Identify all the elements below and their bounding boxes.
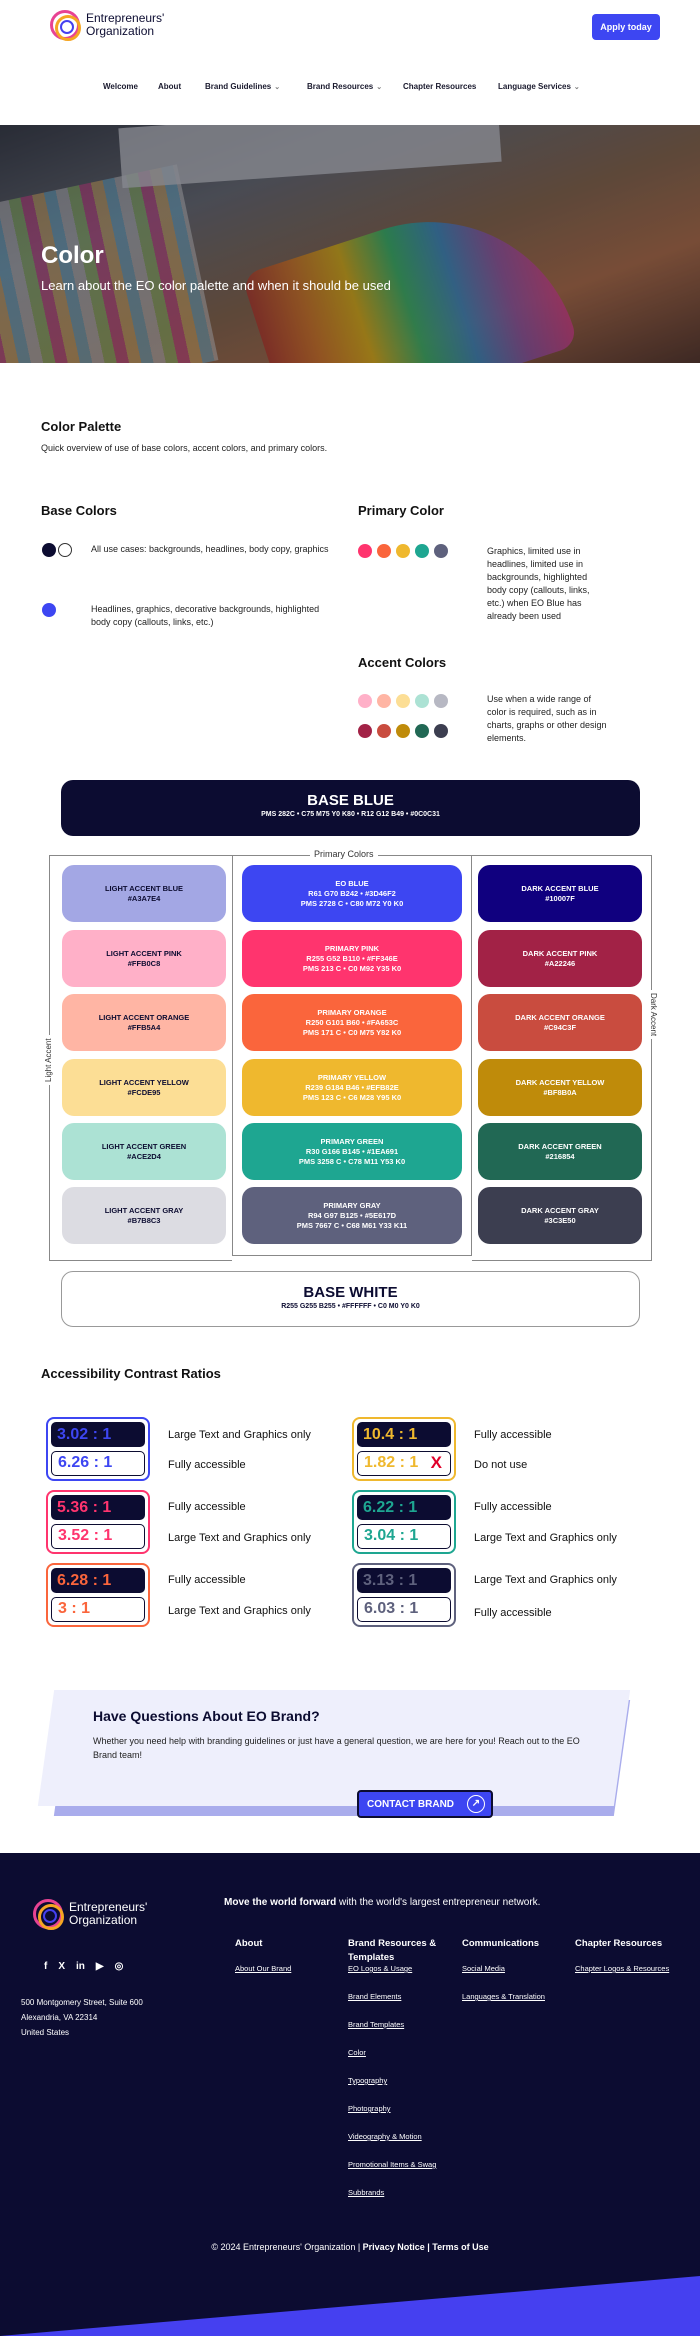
privacy-notice-link[interactable]: Privacy Notice <box>362 2242 425 2252</box>
chevron-down-icon: ⌄ <box>376 84 383 91</box>
contrast-label: Fully accessible <box>168 1501 246 1513</box>
footer <box>0 1853 700 2336</box>
eo-logo[interactable] <box>50 10 164 40</box>
dark-accent-green-card: DARK ACCENT GREEN #216854 <box>478 1123 642 1180</box>
accessibility-title: Accessibility Contrast Ratios <box>41 1366 221 1381</box>
eo-blue-card: EO BLUE R61 G70 B242 • #3D46F2 PMS 2728 C • C80 M72 Y0 K0 <box>242 865 462 922</box>
primary-desc: Graphics, limited use in headlines, limited use in backgrounds, highlighted body copy (callouts, links, etc.) when EO Blue has already been used <box>487 546 590 621</box>
social-links <box>44 1961 123 1972</box>
nav-about[interactable]: About <box>158 82 182 91</box>
footer-col-chapter-title: Chapter Resources <box>575 1938 663 1949</box>
primary-gray-card: PRIMARY GRAY R94 G97 B125 • #5E617D PMS 7667 C • C68 M61 Y33 K11 <box>242 1187 462 1244</box>
footer-col-brand-title: Brand Resources & Templates <box>348 1938 437 1963</box>
footer-logo-text-line2: Organization <box>69 1913 138 1927</box>
apply-today-button[interactable]: Apply today <box>592 14 660 40</box>
hero-banner <box>0 125 700 363</box>
swatch-orange <box>377 544 391 558</box>
contrast-label: Large Text and Graphics only <box>474 1574 617 1586</box>
contrast-label: Fully accessible <box>168 1574 246 1586</box>
contrast-label: Fully accessible <box>168 1459 246 1471</box>
eo-logo-mark-icon <box>50 10 80 40</box>
cta-title: Have Questions About EO Brand? <box>93 1708 320 1724</box>
footer-col-about-title: About <box>235 1938 263 1949</box>
dark-accent-orange-card: DARK ACCENT ORANGE #C94C3F <box>478 994 642 1051</box>
logo-text-line2: Organization <box>86 24 155 38</box>
logo-text-line1: Entrepreneurs' <box>86 11 165 25</box>
contact-brand-button[interactable] <box>357 1790 493 1818</box>
primary-color-title: Primary Color <box>358 503 444 518</box>
footer-eo-logo[interactable] <box>33 1899 147 1929</box>
footer-tagline: Move the world forward with the world's largest entrepreneur network. <box>224 1897 541 1908</box>
base-blue-card <box>61 780 640 836</box>
contrast-pair-green <box>352 1490 456 1554</box>
instagram-icon[interactable]: ◎ <box>114 1961 124 1972</box>
swatch-gray <box>434 544 448 558</box>
arrow-up-right-icon: ↗ <box>467 1795 485 1813</box>
swatch-light-pink <box>358 694 372 708</box>
footer-logo-text-line1: Entrepreneurs' <box>69 1900 148 1914</box>
footer-link-brand-elements[interactable]: Brand Elements <box>348 1992 402 2001</box>
contrast-ratio-bottom: 6.26 : 1 <box>51 1451 145 1476</box>
primary-green-card: PRIMARY GREEN R30 G166 B145 • #1EA691 PMS 3258 C • C78 M11 Y53 K0 <box>242 1123 462 1180</box>
chevron-down-icon: ⌄ <box>573 84 580 91</box>
dark-accent-pink-card: DARK ACCENT PINK #A22246 <box>478 930 642 987</box>
dark-accent-blue-card: DARK ACCENT BLUE #10007F <box>478 865 642 922</box>
contrast-label: Fully accessible <box>474 1501 552 1513</box>
contrast-ratio-top: 5.36 : 1 <box>51 1495 145 1520</box>
base-blue-title: BASE BLUE <box>307 792 394 809</box>
swatch-pink <box>358 544 372 558</box>
base-white-specs: R255 G255 B255 • #FFFFFF • C0 M0 Y0 K0 <box>281 1303 420 1310</box>
do-not-use-x-icon: X <box>430 1453 442 1472</box>
accent-desc: Use when a wide range of color is required, such as in charts, graphs or other design elements. <box>487 694 607 743</box>
swatch-dark-gray <box>434 724 448 738</box>
primary-orange-card: PRIMARY ORANGE R250 G101 B60 • #FA653C PMS 171 C • C0 M75 Y82 K0 <box>242 994 462 1051</box>
swatch-dark-yellow <box>396 724 410 738</box>
accent-colors-title: Accent Colors <box>358 655 447 670</box>
contrast-pair-gray <box>352 1563 456 1627</box>
base-desc-2: Headlines, graphics, decorative backgrounds, highlighted body copy (callouts, links, etc.) <box>91 604 320 627</box>
light-accent-green-card: LIGHT ACCENT GREEN #ACE2D4 <box>62 1123 226 1180</box>
contact-brand-label: CONTACT BRAND <box>367 1798 455 1810</box>
facebook-icon[interactable]: f <box>44 1961 48 1972</box>
base-desc-1: All use cases: backgrounds, headlines, body copy, graphics <box>91 544 329 554</box>
swatch-eo-blue <box>42 603 56 617</box>
footer-link-chapter-logos[interactable]: Chapter Logos & Resources <box>575 1964 670 1973</box>
footer-link-typography[interactable]: Typography <box>348 2076 388 2085</box>
footer-col-comm-title: Communications <box>462 1938 540 1949</box>
dark-accent-label: Dark Accent <box>649 990 658 1039</box>
page-title: Color <box>41 242 104 269</box>
contrast-label: Large Text and Graphics only <box>168 1532 311 1544</box>
footer-link-social-media[interactable]: Social Media <box>462 1964 505 1973</box>
contrast-ratio-top: 6.22 : 1 <box>357 1495 451 1520</box>
base-blue-specs: PMS 282C • C75 M75 Y0 K80 • R12 G12 B49 • #0C0C31 <box>261 811 440 818</box>
footer-link-color[interactable]: Color <box>348 2048 366 2057</box>
dark-accent-gray-card: DARK ACCENT GRAY #3C3E50 <box>478 1187 642 1244</box>
youtube-icon[interactable]: ▶ <box>95 1961 104 1972</box>
base-white-title: BASE WHITE <box>303 1284 398 1301</box>
footer-link-brand-templates[interactable]: Brand Templates <box>348 2020 405 2029</box>
footer-link-videography[interactable]: Videography & Motion <box>348 2132 422 2141</box>
base-white-card <box>61 1271 640 1327</box>
swatch-dark-pink <box>358 724 372 738</box>
primary-yellow-card: PRIMARY YELLOW R239 G184 B46 • #EFB82E PMS 123 C • C6 M28 Y95 K0 <box>242 1059 462 1116</box>
base-colors-title: Base Colors <box>41 503 117 518</box>
contrast-ratio-top: 3.02 : 1 <box>51 1422 145 1447</box>
primary-pink-card: PRIMARY PINK R255 G52 B110 • #FF346E PMS 213 C • C0 M92 Y35 K0 <box>242 930 462 987</box>
nav-language-services[interactable] <box>498 82 580 91</box>
contrast-ratio-bottom: 3.52 : 1 <box>51 1524 145 1549</box>
nav-language-services-label: Language Services <box>498 82 571 91</box>
light-accent-gray-card: LIGHT ACCENT GRAY #B7B8C3 <box>62 1187 226 1244</box>
contrast-ratio-bottom: 6.03 : 1 <box>357 1597 451 1622</box>
nav-brand-guidelines-label: Brand Guidelines <box>205 82 272 91</box>
contrast-pair-yellow <box>352 1417 456 1481</box>
linkedin-icon[interactable]: in <box>76 1961 85 1972</box>
swatch-light-yellow <box>396 694 410 708</box>
swatch-dark-orange <box>377 724 391 738</box>
nav-chapter-resources[interactable]: Chapter Resources <box>403 82 477 91</box>
nav-brand-guidelines[interactable] <box>205 82 280 91</box>
swatch-light-green <box>415 694 429 708</box>
nav-brand-resources[interactable] <box>307 82 382 91</box>
footer-link-promotional[interactable]: Promotional Items & Swag <box>348 2160 437 2169</box>
light-accent-yellow-card: LIGHT ACCENT YELLOW #FCDE95 <box>62 1059 226 1116</box>
contrast-pair-blue <box>46 1417 150 1481</box>
contrast-ratio-top: 3.13 : 1 <box>357 1568 451 1593</box>
swatch-yellow <box>396 544 410 558</box>
contrast-ratio-bottom: 3.04 : 1 <box>357 1524 451 1549</box>
swatch-base-white <box>58 543 72 557</box>
footer-link-photography[interactable]: Photography <box>348 2104 391 2113</box>
section-title-color-palette: Color Palette <box>41 419 122 434</box>
contrast-label: Large Text and Graphics only <box>474 1532 617 1544</box>
footer-link-languages[interactable]: Languages & Translation <box>462 1992 545 2001</box>
copyright: © 2024 Entrepreneurs' Organization | Privacy Notice | Terms of Use <box>211 2242 489 2252</box>
swatch-light-orange <box>377 694 391 708</box>
contrast-label: Large Text and Graphics only <box>168 1605 311 1617</box>
palette-intro: Quick overview of use of base colors, accent colors, and primary colors. <box>41 443 328 453</box>
light-accent-label: Light Accent <box>44 1035 53 1085</box>
contrast-ratio-top: 6.28 : 1 <box>51 1568 145 1593</box>
contrast-pair-pink <box>46 1490 150 1554</box>
swatch-dark-green <box>415 724 429 738</box>
swatch-green <box>415 544 429 558</box>
footer-address: 500 Montgomery Street, Suite 600 Alexandria, VA 22314 United States <box>21 1998 143 2037</box>
light-accent-pink-card: LIGHT ACCENT PINK #FFB0C8 <box>62 930 226 987</box>
chevron-down-icon: ⌄ <box>274 84 281 91</box>
footer-link-about-our-brand[interactable]: About Our Brand <box>235 1964 292 1973</box>
swatch-light-gray <box>434 694 448 708</box>
contrast-label: Do not use <box>474 1459 528 1471</box>
contrast-ratio-top: 10.4 : 1 <box>357 1422 451 1447</box>
nav-welcome[interactable]: Welcome <box>103 82 138 91</box>
contrast-label: Fully accessible <box>474 1607 552 1619</box>
terms-of-use-link[interactable]: Terms of Use <box>432 2242 489 2252</box>
contrast-ratio-bottom: 1.82 : 1 X <box>357 1451 451 1476</box>
footer-link-logos[interactable]: EO Logos & Usage <box>348 1964 413 1973</box>
contrast-pair-orange <box>46 1563 150 1627</box>
cta-text: Whether you need help with branding guidelines or just have a general question, we are here for you! Reach out to the EO Brand team! <box>93 1736 580 1760</box>
contrast-label: Fully accessible <box>474 1429 552 1441</box>
footer-link-subbrands[interactable]: Subbrands <box>348 2188 385 2197</box>
header <box>0 0 700 60</box>
main-nav <box>0 82 700 96</box>
swatch-base-blue <box>42 543 56 557</box>
nav-brand-resources-label: Brand Resources <box>307 82 374 91</box>
light-accent-blue-card: LIGHT ACCENT BLUE #A3A7E4 <box>62 865 226 922</box>
light-accent-orange-card: LIGHT ACCENT ORANGE #FFB5A4 <box>62 994 226 1051</box>
primary-colors-label: Primary Colors <box>310 849 378 859</box>
eo-logo-mark-icon <box>33 1899 63 1929</box>
contrast-label: Large Text and Graphics only <box>168 1429 311 1441</box>
dark-accent-yellow-card: DARK ACCENT YELLOW #BF8B0A <box>478 1059 642 1116</box>
hero-subtitle: Learn about the EO color palette and when it should be used <box>41 278 391 293</box>
contrast-ratio-bottom: 3 : 1 <box>51 1597 145 1622</box>
x-twitter-icon[interactable]: X <box>58 1961 66 1972</box>
